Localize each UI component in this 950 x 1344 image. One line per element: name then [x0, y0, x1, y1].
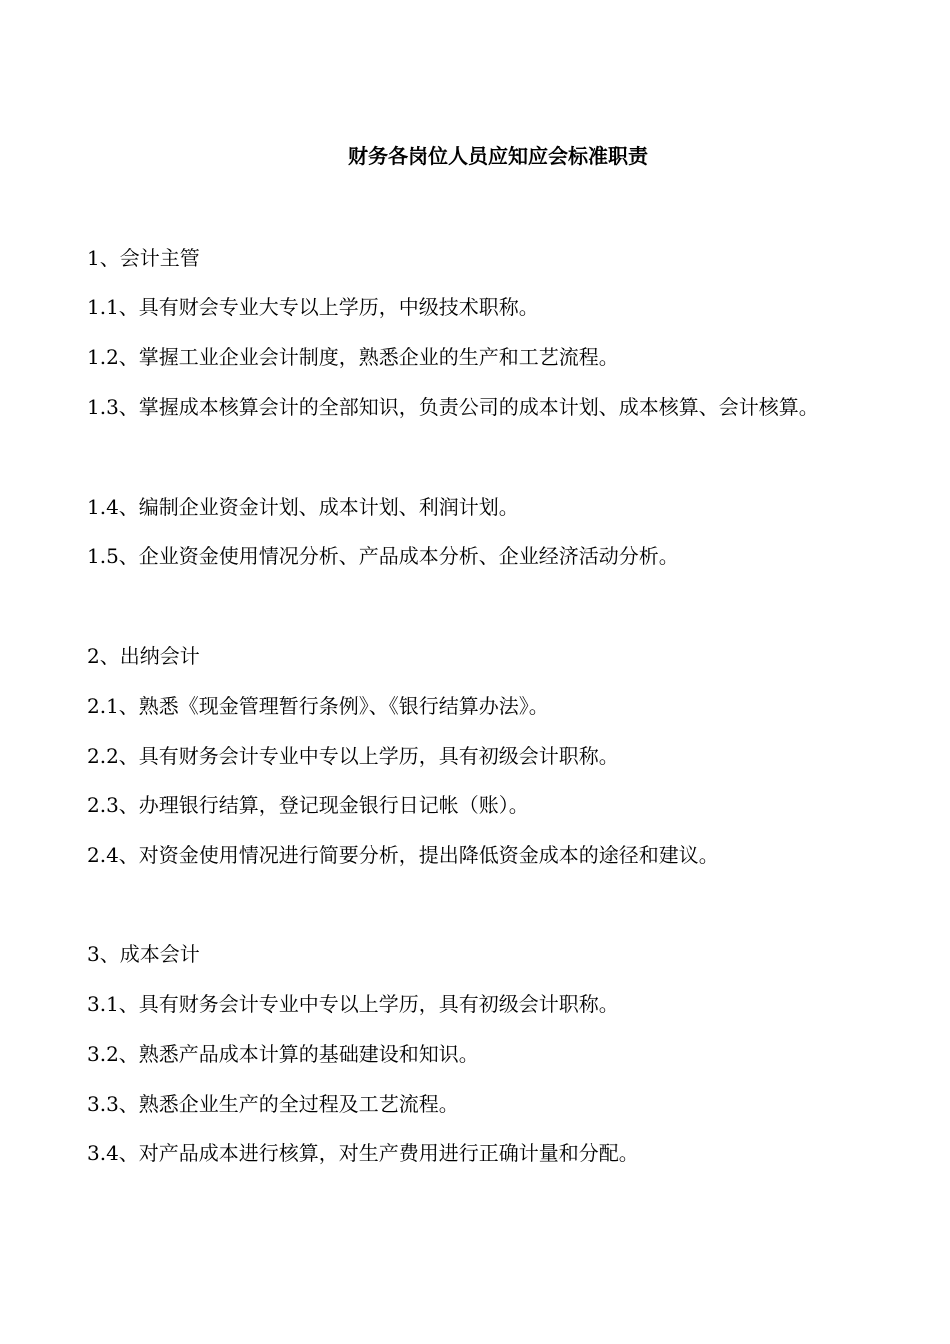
- list-item-2-3: 2.3、办理银行结算，登记现金银行日记帐（账）。: [87, 793, 529, 817]
- list-item-2-1: 2.1、熟悉《现金管理暂行条例》、《银行结算办法》。: [87, 694, 549, 718]
- list-item-3-4: 3.4、对产品成本进行核算，对生产费用进行正确计量和分配。: [87, 1141, 639, 1165]
- list-item-1-2: 1.2、掌握工业企业会计制度，熟悉企业的生产和工艺流程。: [87, 345, 619, 369]
- list-item-1-1: 1.1、具有财会专业大专以上学历，中级技术职称。: [87, 295, 539, 319]
- section-heading-1: 1、会计主管: [87, 246, 200, 270]
- list-item-1-5: 1.5、企业资金使用情况分析、产品成本分析、企业经济活动分析。: [87, 544, 679, 568]
- list-item-1-3: 1.3、掌握成本核算会计的全部知识，负责公司的成本计划、成本核算、会计核算。: [87, 395, 819, 419]
- list-item-3-1: 3.1、具有财务会计专业中专以上学历，具有初级会计职称。: [87, 992, 619, 1016]
- list-item-3-3: 3.3、熟悉企业生产的全过程及工艺流程。: [87, 1092, 459, 1116]
- list-item-2-2: 2.2、具有财务会计专业中专以上学历，具有初级会计职称。: [87, 744, 619, 768]
- document-title: 财务各岗位人员应知应会标准职责: [348, 144, 648, 168]
- list-item-3-2: 3.2、熟悉产品成本计算的基础建设和知识。: [87, 1042, 479, 1066]
- section-heading-2: 2、出纳会计: [87, 644, 200, 668]
- list-item-1-4: 1.4、编制企业资金计划、成本计划、利润计划。: [87, 495, 519, 519]
- list-item-2-4: 2.4、对资金使用情况进行简要分析，提出降低资金成本的途径和建议。: [87, 843, 719, 867]
- section-heading-3: 3、成本会计: [87, 942, 200, 966]
